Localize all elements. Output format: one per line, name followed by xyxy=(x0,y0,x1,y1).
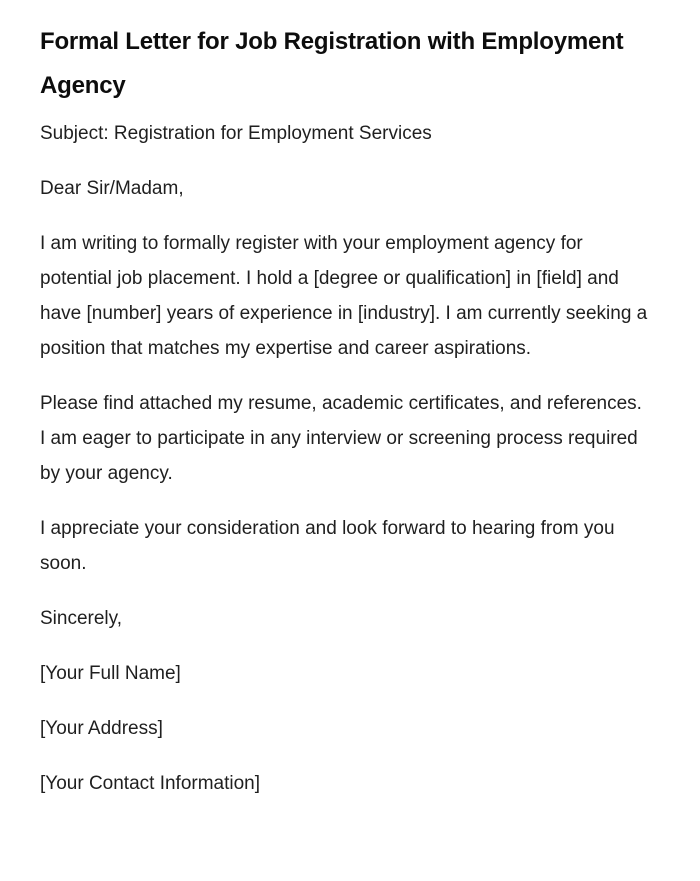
closing: Sincerely, xyxy=(40,608,123,629)
body-paragraph-3: I appreciate your consideration and look forward to hearing from you soon. xyxy=(40,518,615,574)
name-placeholder: [Your Full Name] xyxy=(40,663,181,684)
contact-placeholder: [Your Contact Information] xyxy=(40,773,261,794)
body-paragraph-1: I am writing to formally register with your employment agency for potential job placement. I hold a [degree or qualification] in [field] and have [number] years of experience in [industry]. I am currently seeking a position that matches my expertise and career aspirations. xyxy=(40,233,648,359)
letter xyxy=(40,20,650,821)
body-paragraph-2: Please find attached my resume, academic certificates, and references. I am eager to participate in any interview or screening process required by your agency. xyxy=(40,393,642,484)
subject-line: Subject: Registration for Employment Services xyxy=(40,123,432,144)
letter-title: Formal Letter for Job Registration with Employment Agency xyxy=(40,28,624,99)
salutation: Dear Sir/Madam, xyxy=(40,178,184,199)
address-placeholder: [Your Address] xyxy=(40,718,163,739)
